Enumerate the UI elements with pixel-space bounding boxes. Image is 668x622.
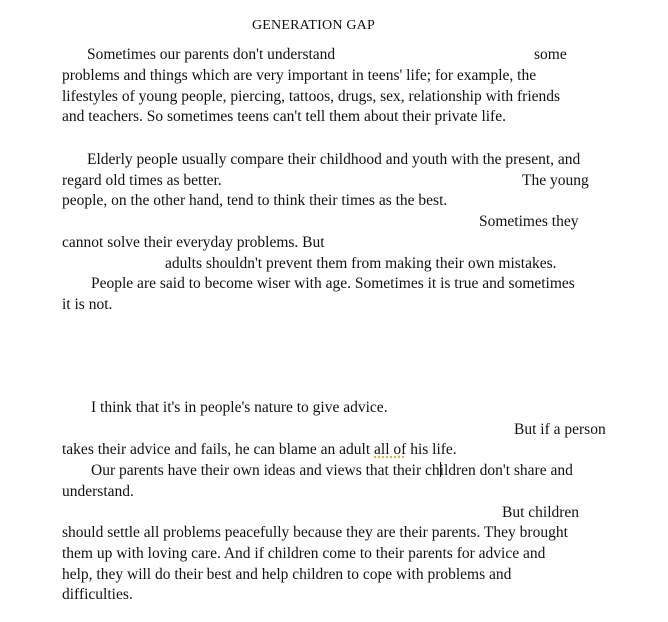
text-line: adults shouldn't prevent them from making their own mistakes. (165, 255, 557, 272)
text-line: difficulties. (62, 586, 133, 603)
text-line: I think that it's in people's nature to give advice. (91, 399, 388, 416)
document-title: GENERATION GAP (252, 18, 375, 33)
text-line: help, they will do their best and help children to cope with problems and (62, 566, 512, 583)
text-span: takes their advice and fails, he can blame an adult (62, 441, 371, 458)
grammar-flag[interactable]: all of (374, 441, 407, 458)
text-line: lifestyles of young people, piercing, tattoos, drugs, sex, relationship with friends (62, 88, 561, 105)
text-line: problems and things which are very important in teens' life; for example, the (62, 67, 537, 84)
text-line: The young (522, 172, 589, 189)
text-line: them up with loving care. And if children come to their parents for advice and (62, 545, 546, 562)
text-line: People are said to become wiser with age. Sometimes it is true and sometimes (91, 275, 575, 292)
text-line: But if a person (514, 421, 606, 438)
text-line: Elderly people usually compare their childhood and youth with the present, and (87, 151, 581, 168)
text-line (62, 440, 457, 460)
text-line: But children (502, 504, 580, 521)
text-line: and teachers. So sometimes teens can't tell them about their private life. (62, 108, 506, 125)
text-line: cannot solve their everyday problems. But (62, 234, 325, 251)
text-line: should settle all problems peacefully because they are their parents. They brought (62, 524, 568, 541)
text-line: Sometimes they (479, 213, 579, 230)
text-line (91, 461, 573, 481)
text-line: some (534, 46, 567, 63)
text-line: understand. (62, 483, 134, 500)
text-span: ildren don't share and (439, 462, 573, 479)
text-span: his life. (410, 441, 457, 458)
text-line: people, on the other hand, tend to think their times as the best. (62, 192, 448, 209)
text-line: it is not. (62, 296, 113, 313)
text-span: Our parents have their own ideas and views that their ch (91, 462, 440, 479)
text-line: regard old times as better. (62, 172, 222, 189)
text-line: Sometimes our parents don't understand (87, 46, 336, 63)
